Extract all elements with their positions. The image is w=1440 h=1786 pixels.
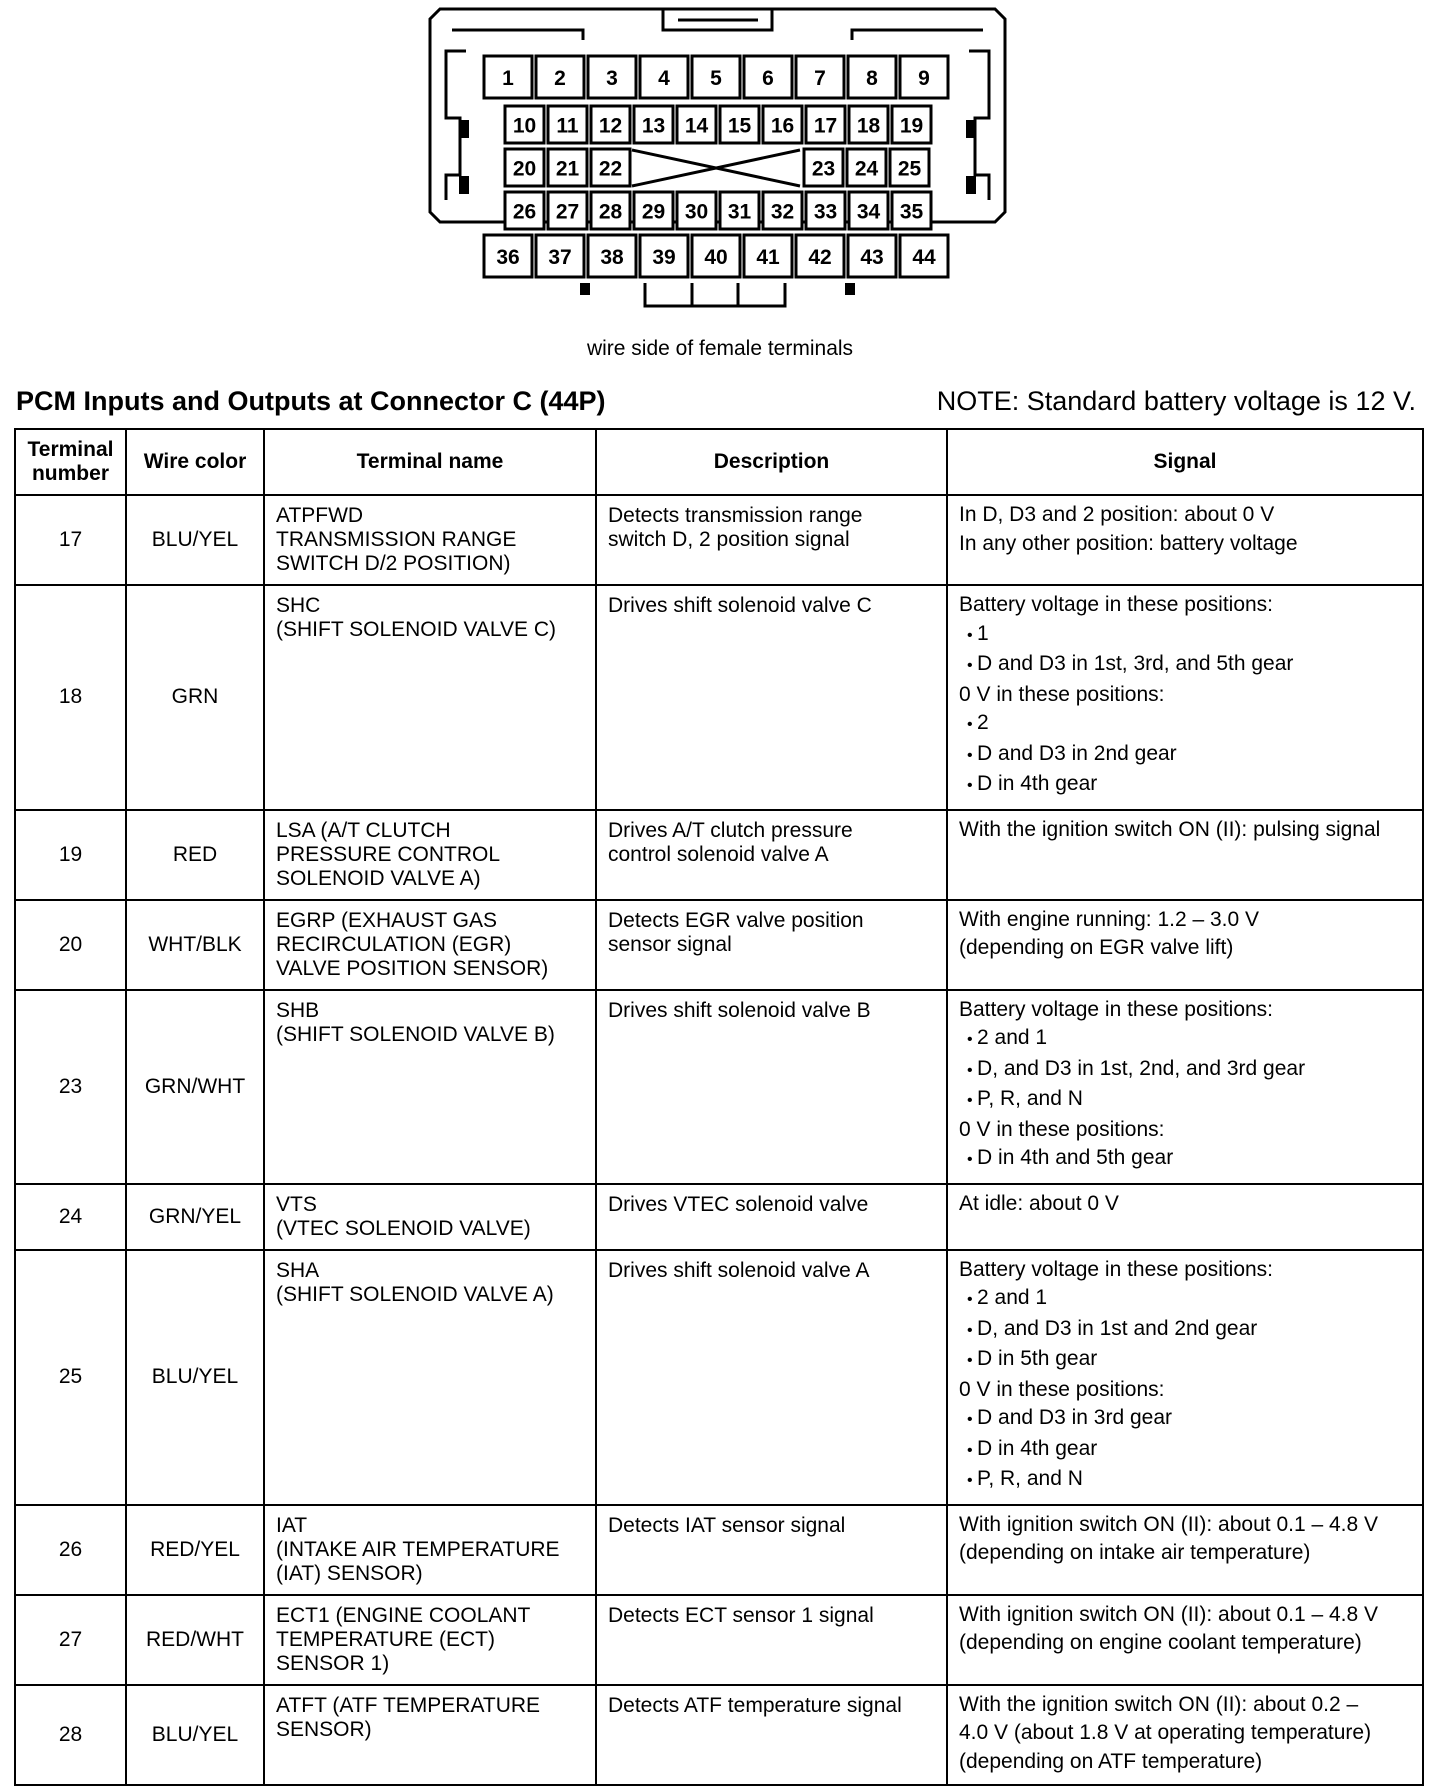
terminal-name-line: TRANSMISSION RANGE [276,528,517,551]
signal-cell [947,495,1423,585]
signal-line: Battery voltage in these positions: [959,997,1274,1021]
table-row [15,990,1423,1184]
terminal-pin-label: 29 [641,200,666,224]
terminal-pin-label: 27 [555,200,580,224]
terminal-name-line: RECIRCULATION (EGR) [276,932,512,956]
terminal-pin-label: 39 [652,246,676,269]
terminal-number-cell: 26 [15,1505,126,1595]
signal-bullet-item: • D and D3 in 3rd gear [959,1404,1412,1435]
description-line: Detects ATF temperature signal [608,1693,902,1717]
terminal-pin [796,56,844,98]
terminal-pin [806,106,845,143]
signal-line: With ignition switch ON (II): about 0.1 – 4.8 V [959,1602,1379,1626]
terminal-pin [588,235,636,277]
terminal-pin [692,56,740,98]
terminal-pin-label: 38 [600,246,624,269]
terminal-pin [536,56,584,98]
table-row [15,495,1423,585]
terminal-pin-label: 12 [598,114,623,138]
terminal-name-line: (IAT) SENSOR) [276,1561,423,1585]
wire-color-cell: WHT/BLK [126,900,264,990]
page-title: PCM Inputs and Outputs at Connector C (44P) [16,386,606,416]
terminal-pin [505,149,544,186]
terminal-pin-label: 44 [912,246,936,269]
description-line: Drives shift solenoid valve C [608,594,872,617]
signal-cell [947,1505,1423,1595]
signal-line: With the ignition switch ON (II): about 0.2 – [959,1692,1359,1716]
terminal-pin-label: 5 [710,67,722,90]
terminal-pin-label: 22 [598,157,623,181]
terminal-pin [847,149,886,186]
description-cell [596,1250,947,1505]
terminal-pin [505,106,544,143]
description-line: Drives VTEC solenoid valve [608,1192,869,1216]
terminal-pin-label: 43 [860,246,884,269]
table-row [15,1595,1423,1685]
terminal-name-line: (INTAKE AIR TEMPERATURE [276,1537,560,1561]
description-line: Drives shift solenoid valve B [608,998,871,1022]
signal-bullet-item: • D in 4th gear [959,1435,1412,1466]
description-cell [596,1685,947,1786]
terminal-name-line: SWITCH D/2 POSITION) [276,552,511,575]
terminal-pin [892,192,931,229]
header-signal: Signal [947,429,1423,495]
terminal-pin [536,235,584,277]
terminal-pin [848,56,896,98]
table-row [15,1184,1423,1250]
terminal-pin-label: 30 [684,200,709,224]
terminal-pin [634,192,673,229]
terminal-name-line: SENSOR) [276,1717,372,1741]
terminal-pin-label: 24 [854,157,879,181]
terminal-pin-label: 18 [856,114,881,138]
terminal-pin [548,106,587,143]
wire-color-cell: BLU/YEL [126,1250,264,1505]
terminal-pin-label: 15 [727,114,752,138]
wire-color-cell: GRN/YEL [126,1184,264,1250]
signal-cell [947,810,1423,900]
terminal-pin [796,235,844,277]
terminal-name-cell [264,900,596,990]
terminal-name-line: VTS [276,1192,317,1216]
terminal-number-cell: 27 [15,1595,126,1685]
description-cell [596,990,947,1184]
terminal-name-cell [264,990,596,1184]
table-row [15,1685,1423,1786]
description-line: control solenoid valve A [608,842,829,866]
signal-line: Battery voltage in these positions: [959,1257,1274,1281]
description-cell [596,810,947,900]
terminal-number-cell: 24 [15,1184,126,1250]
signal-bullet-item: • 1 [959,620,1412,651]
description-line: Detects ECT sensor 1 signal [608,1603,874,1627]
wire-color-cell: BLU/YEL [126,1685,264,1786]
terminal-pin [640,56,688,98]
terminal-name-line: SHC [276,594,321,617]
terminal-name-line: EGRP (EXHAUST GAS [276,908,497,932]
terminal-pin-label: 19 [899,114,924,138]
terminal-name-line: (SHIFT SOLENOID VALVE B) [276,1022,555,1046]
table-row [15,810,1423,900]
terminal-pin-label: 36 [496,246,520,269]
terminal-name-line: PRESSURE CONTROL [276,842,501,866]
terminal-pin-label: 14 [684,114,709,138]
terminal-pin [849,106,888,143]
signal-cell [947,900,1423,990]
terminal-pin-label: 4 [658,67,670,90]
terminal-pin [900,56,948,98]
terminal-name-cell [264,1184,596,1250]
terminal-pin-label: 35 [899,200,924,224]
signal-line: 0 V in these positions: [959,1117,1165,1141]
terminal-pin-label: 16 [770,114,795,138]
terminal-name-cell [264,810,596,900]
terminal-name-cell [264,585,596,810]
signal-bullet-item: • 2 [959,709,1412,740]
terminal-pin-label: 28 [598,200,623,224]
terminal-pin-label: 1 [502,67,514,90]
voltage-note: NOTE: Standard battery voltage is 12 V. [936,386,1416,416]
signal-bullet-item: • D in 4th gear [959,770,1412,801]
terminal-pin [640,235,688,277]
terminal-name-line: SENSOR 1) [276,1651,390,1675]
signal-cell [947,1595,1423,1685]
description-cell [596,1184,947,1250]
description-line: switch D, 2 position signal [608,528,850,551]
terminal-pin-label: 20 [512,157,537,181]
terminal-name-line: (VTEC SOLENOID VALVE) [276,1216,531,1240]
terminal-pin-label: 10 [512,114,537,138]
signal-cell [947,1250,1423,1505]
signal-bullet-item: • P, R, and N [959,1465,1412,1496]
signal-cell [947,1184,1423,1250]
terminal-pin [744,56,792,98]
terminal-pin-label: 2 [554,67,566,90]
terminal-pin-label: 13 [641,114,666,138]
terminal-pin [849,192,888,229]
terminal-pin [744,235,792,277]
terminal-name-line: ATFT (ATF TEMPERATURE [276,1693,541,1717]
description-cell [596,495,947,585]
terminal-pin-label: 32 [770,200,795,224]
signal-bullet-item: • D in 5th gear [959,1345,1412,1376]
terminal-name-line: SHB [276,998,320,1022]
terminal-pin-label: 23 [811,157,836,181]
terminal-pin-label: 25 [897,157,922,181]
terminal-pin-label: 9 [918,67,930,90]
terminal-pin [890,149,929,186]
terminal-name-line: ECT1 (ENGINE COOLANT [276,1603,531,1627]
terminal-name-line: TEMPERATURE (ECT) [276,1627,495,1651]
signal-line: 0 V in these positions: [959,682,1165,706]
terminal-pin [720,192,759,229]
signal-bullet-item: • 2 and 1 [959,1024,1412,1055]
terminal-pin-label: 42 [808,246,832,269]
terminal-name-line: LSA (A/T CLUTCH [276,818,451,842]
terminal-number-cell: 19 [15,810,126,900]
terminal-pin-label: 37 [548,246,572,269]
signal-bullet-item: • D in 4th and 5th gear [959,1144,1412,1175]
wire-color-cell: GRN [126,585,264,810]
signal-line: (depending on intake air temperature) [959,1541,1311,1564]
terminal-pin [677,192,716,229]
terminal-pin-label: 17 [813,114,838,138]
terminal-pin-label: 26 [512,200,537,224]
terminal-pin [720,106,759,143]
description-cell [596,1505,947,1595]
terminal-name-line: ATPFWD [276,504,364,527]
signal-bullet-item: • D, and D3 in 1st and 2nd gear [959,1315,1412,1346]
terminal-pin [548,192,587,229]
description-line: Drives A/T clutch pressure [608,818,853,842]
terminal-pin-label: 8 [866,67,878,90]
connector-diagram [0,0,1440,330]
terminal-pin-label: 33 [813,200,838,224]
terminal-pin [591,149,630,186]
terminal-pin [763,106,802,143]
signal-line: With ignition switch ON (II): about 0.1 – 4.8 V [959,1512,1379,1536]
description-cell [596,900,947,990]
terminal-pin [806,192,845,229]
terminal-pin-label: 11 [556,114,579,138]
signal-line: 0 V in these positions: [959,1377,1165,1401]
terminal-pin-label: 6 [762,67,774,90]
signal-bullet-item: • P, R, and N [959,1085,1412,1116]
signal-cell [947,585,1423,810]
signal-bullet-item: • D and D3 in 1st, 3rd, and 5th gear [959,650,1412,681]
terminal-pin [763,192,802,229]
terminal-name-line: SOLENOID VALVE A) [276,866,481,890]
terminal-pin [892,106,931,143]
signal-line: 4.0 V (about 1.8 V at operating temperature) [959,1721,1372,1744]
terminal-name-cell [264,1250,596,1505]
terminal-pin-label: 34 [856,200,881,224]
terminal-pin [591,192,630,229]
terminal-pin [900,235,948,277]
signal-line: In D, D3 and 2 position: about 0 V [959,503,1275,526]
terminal-name-line: (SHIFT SOLENOID VALVE A) [276,1282,554,1306]
terminal-pin-label: 21 [555,157,580,181]
pcm-io-table [14,428,1424,1786]
signal-line: (depending on ATF temperature) [959,1749,1263,1773]
terminal-name-line: IAT [276,1513,308,1537]
terminal-pin [848,235,896,277]
terminal-number-cell: 20 [15,900,126,990]
wire-color-cell: RED [126,810,264,900]
signal-line: With engine running: 1.2 – 3.0 V [959,907,1260,931]
terminal-name-cell [264,1595,596,1685]
description-cell [596,585,947,810]
wire-color-cell: RED/WHT [126,1595,264,1685]
header-wire-color: Wire color [126,429,264,495]
signal-line: With the ignition switch ON (II): pulsing signal [959,817,1381,841]
terminal-number-cell: 18 [15,585,126,810]
terminal-name-cell [264,495,596,585]
description-line: sensor signal [608,932,732,956]
terminal-pin [591,106,630,143]
terminal-pin-label: 41 [756,246,780,269]
header-terminal-number: Terminal number [15,429,126,495]
terminal-name-cell [264,1685,596,1786]
terminal-name-cell [264,1505,596,1595]
terminal-pin-label: 31 [727,200,752,224]
description-line: Drives shift solenoid valve A [608,1258,870,1282]
signal-line: (depending on EGR valve lift) [959,936,1234,959]
table-row [15,585,1423,810]
terminal-pin [505,192,544,229]
terminal-pin [634,106,673,143]
description-line: Detects transmission range [608,504,863,527]
description-line: Detects EGR valve position [608,908,864,932]
signal-line: (depending on engine coolant temperature) [959,1631,1362,1654]
signal-bullet-item: • D and D3 in 2nd gear [959,740,1412,771]
terminal-name-line: VALVE POSITION SENSOR) [276,956,549,980]
wire-color-cell: GRN/WHT [126,990,264,1184]
terminal-pin-label: 3 [606,67,618,90]
terminal-pin-label: 7 [814,67,826,90]
header-terminal-name: Terminal name [264,429,596,495]
terminal-pin [588,56,636,98]
signal-bullet-item: • 2 and 1 [959,1284,1412,1315]
description-line: Detects IAT sensor signal [608,1513,846,1537]
terminal-pin [548,149,587,186]
terminal-pin [677,106,716,143]
table-row [15,900,1423,990]
table-row [15,1250,1423,1505]
signal-line: In any other position: battery voltage [959,531,1298,555]
signal-line: Battery voltage in these positions: [959,593,1274,616]
wire-color-cell: BLU/YEL [126,495,264,585]
terminal-number-cell: 25 [15,1250,126,1505]
signal-cell [947,1685,1423,1786]
signal-cell [947,990,1423,1184]
wire-color-cell: RED/YEL [126,1505,264,1595]
signal-line: At idle: about 0 V [959,1191,1119,1215]
connector-caption: wire side of female terminals [586,337,854,360]
signal-bullet-item: • D, and D3 in 1st, 2nd, and 3rd gear [959,1055,1412,1086]
terminal-number-cell: 23 [15,990,126,1184]
header-description: Description [596,429,947,495]
terminal-name-line: (SHIFT SOLENOID VALVE C) [276,618,557,641]
terminal-pin [692,235,740,277]
description-cell [596,1595,947,1685]
terminal-number-cell: 17 [15,495,126,585]
terminal-name-line: SHA [276,1258,320,1282]
table-row [15,1505,1423,1595]
terminal-number-cell: 28 [15,1685,126,1786]
terminal-pin [484,235,532,277]
terminal-pin [484,56,532,98]
terminal-pin [804,149,843,186]
terminal-pin-label: 40 [704,246,728,269]
